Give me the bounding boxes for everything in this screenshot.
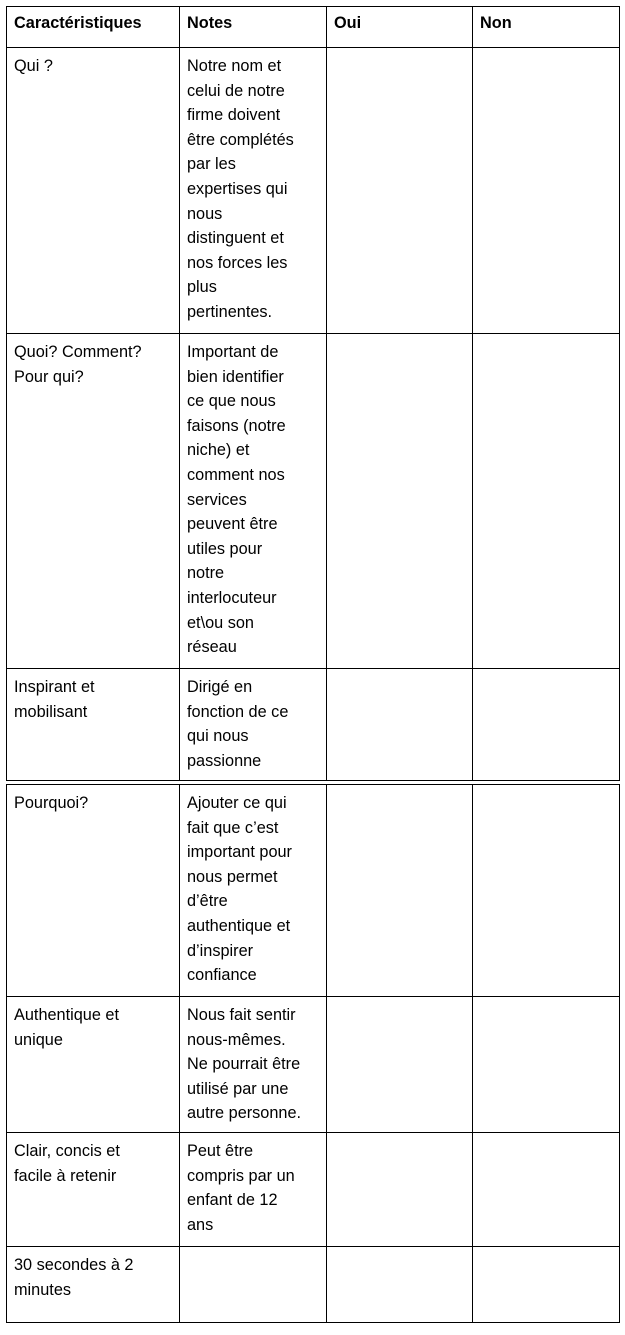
row-label: 30 secondes à 2 minutes [7, 1247, 180, 1323]
oui-cell[interactable] [327, 334, 473, 669]
row-label: Authentique et unique [7, 997, 180, 1133]
oui-cell[interactable] [327, 997, 473, 1133]
row-label: Pourquoi? [7, 785, 180, 997]
row-label: Inspirant et mobilisant [7, 669, 180, 781]
oui-cell[interactable] [327, 48, 473, 334]
header-row [7, 7, 620, 48]
header-non: Non [473, 7, 620, 48]
oui-cell[interactable] [327, 1133, 473, 1247]
row-note: Ajouter ce qui fait que c’est important pour nous permet d’être authentique et d’inspirer confiance [180, 785, 327, 997]
header-caracteristiques: Caractéristiques [7, 7, 180, 48]
row-label: Clair, concis et facile à retenir [7, 1133, 180, 1247]
non-cell[interactable] [473, 785, 620, 997]
row-note [180, 1247, 327, 1323]
row-note: Notre nom et celui de notre firme doivent être complétés par les expertises qui nous distinguent et nos forces les plus pertinentes. [180, 48, 327, 334]
header-oui: Oui [327, 7, 473, 48]
oui-cell[interactable] [327, 669, 473, 781]
non-cell[interactable] [473, 669, 620, 781]
non-cell[interactable] [473, 997, 620, 1133]
table-row [7, 1133, 620, 1247]
table-row [7, 48, 620, 334]
checklist-table-bottom [6, 784, 620, 1323]
non-cell[interactable] [473, 334, 620, 669]
oui-cell[interactable] [327, 785, 473, 997]
non-cell[interactable] [473, 48, 620, 334]
row-label: Qui ? [7, 48, 180, 334]
row-label: Quoi? Comment? Pour qui? [7, 334, 180, 669]
non-cell[interactable] [473, 1133, 620, 1247]
table-row [7, 785, 620, 997]
table-row [7, 334, 620, 669]
non-cell[interactable] [473, 1247, 620, 1323]
checklist-table-top [6, 6, 620, 781]
header-notes: Notes [180, 7, 327, 48]
table-row [7, 1247, 620, 1323]
row-note: Nous fait sentir nous-mêmes. Ne pourrait être utilisé par une autre personne. [180, 997, 327, 1133]
row-note: Peut être compris par un enfant de 12 ans [180, 1133, 327, 1247]
table-row [7, 997, 620, 1133]
row-note: Dirigé en fonction de ce qui nous passionne [180, 669, 327, 781]
row-note: Important de bien identifier ce que nous faisons (notre niche) et comment nos services peuvent être utiles pour notre interlocuteur et\ou son réseau [180, 334, 327, 669]
table-row [7, 669, 620, 781]
oui-cell[interactable] [327, 1247, 473, 1323]
